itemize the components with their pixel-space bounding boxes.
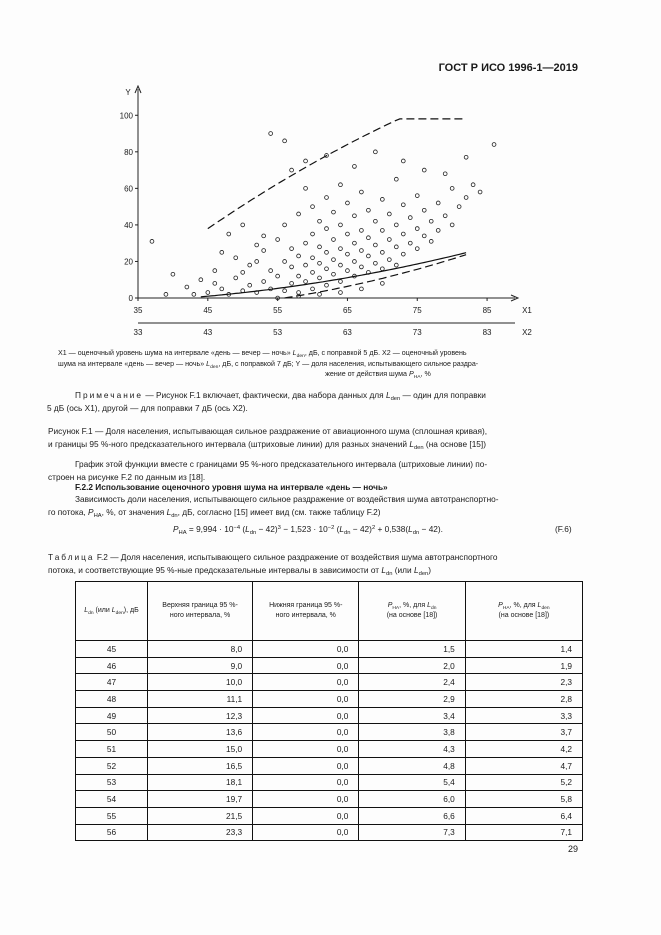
data-point [241, 271, 245, 275]
table-cell: 2,8 [465, 691, 582, 708]
data-point [429, 219, 433, 223]
paragraph-2: Зависимость доли населения, испытывающего сильное раздражение от воздействия шума автотранспортно- го потока, $P_{HA}$, %, от значения $L_{dn}$, дБ, согласно [15] имеет вид (см. также таблицу F.2) [48, 494, 499, 519]
x2-tick-label: 83 [482, 328, 492, 337]
data-point [422, 234, 426, 238]
figure-title: Рисунок F.1 — Доля населения, испытывающая сильное раздражение от авиационного шума (сплошная кривая), и границы 95 %-ного предсказательного интервала (штриховые линии) для разных значений $L_{den}$ (на основе [15]) [48, 426, 488, 451]
data-point [311, 287, 315, 291]
data-point [339, 263, 343, 267]
table-cell: 0,0 [253, 691, 359, 708]
x2-tick-label: 43 [203, 328, 213, 337]
table-cell: 0,0 [253, 657, 359, 674]
data-point [346, 269, 350, 273]
data-point [360, 265, 364, 269]
data-point [339, 183, 343, 187]
table-cell: 0,0 [253, 824, 359, 841]
data-point [283, 139, 287, 143]
data-point [373, 219, 377, 223]
data-point [394, 177, 398, 181]
data-point [297, 212, 301, 216]
data-point [325, 250, 329, 254]
formula: $P_{HA} = 9,994 \cdot 10^{-4}$ $(L_{dn} - 42)^3 - 1,523 \cdot 10^{-2}$ $(L_{dn} - 42)^2 + 0,538(L_{dn} - 42)$. [173, 524, 443, 536]
data-table [75, 581, 583, 841]
data-point [450, 186, 454, 190]
data-point [213, 269, 217, 273]
data-point [199, 278, 203, 282]
paragraph-1: График этой функции вместе с границами 95 %-ного предсказательного интервала (штриховые линии) по- строен на рисунке F.2 по данным из [18]. [48, 459, 488, 482]
data-point [436, 201, 440, 205]
col-header-pha-den: $P_{HA}$, %, для $L_{den}$ (на основе [18]) [465, 582, 582, 641]
x1-tick-label: 45 [203, 306, 213, 315]
data-point [290, 247, 294, 251]
table-cell: 13,6 [147, 724, 252, 741]
data-point [297, 291, 301, 295]
data-point [471, 183, 475, 187]
table-cell: 46 [76, 657, 148, 674]
table-cell: 4,2 [465, 741, 582, 758]
y-tick-label: 20 [124, 257, 133, 267]
table-row [76, 824, 583, 841]
data-point [394, 263, 398, 267]
data-point [164, 292, 168, 296]
table-cell: 3,7 [465, 724, 582, 741]
col-header-upper: Верхняя граница 95 %-ного интервала, % [147, 582, 252, 641]
data-point [304, 241, 308, 245]
table-cell: 0,0 [253, 674, 359, 691]
table-cell: 0,0 [253, 641, 359, 658]
table-cell: 51 [76, 741, 148, 758]
data-point [269, 132, 273, 136]
data-point [318, 245, 322, 249]
table-cell: 3,4 [359, 707, 465, 724]
data-point [311, 232, 315, 236]
data-point [339, 247, 343, 251]
data-point [220, 250, 224, 254]
table-row [76, 774, 583, 791]
table-cell: 1,4 [465, 641, 582, 658]
data-point [380, 228, 384, 232]
table-header-row [76, 582, 583, 641]
table-row [76, 757, 583, 774]
table-cell: 2,3 [465, 674, 582, 691]
data-point [408, 216, 412, 220]
col-header-lower: Нижняя граница 95 %-ного интервала, % [253, 582, 359, 641]
y-tick-label: 80 [124, 147, 133, 157]
y-tick-label: 60 [124, 184, 133, 194]
table-cell: 4,7 [465, 757, 582, 774]
table-cell: 47 [76, 674, 148, 691]
table-cell: 2,9 [359, 691, 465, 708]
table-row [76, 657, 583, 674]
scatter-chart [100, 85, 540, 350]
table-cell: 0,0 [253, 741, 359, 758]
x2-tick-label: 73 [412, 328, 422, 337]
data-point [290, 281, 294, 285]
data-point [276, 274, 280, 278]
data-point [353, 214, 357, 218]
data-point [234, 276, 238, 280]
figure-legend: Х1 — оценочный уровень шума на интервале «день — вечер — ночь» $L_{den}$, дБ, с поправкой 5 дБ. Х2 — оценочный уровень шума на интервале «день — вечер — ночь» $L_{den}$, дБ, с поправкой 7 дБ; Y — доля населения, испытывающего сильное раздра- жение от действия шума $P_{HA}$, % [58, 349, 479, 380]
y-tick-label: 100 [119, 111, 133, 121]
table-cell: 15,0 [147, 741, 252, 758]
data-point [373, 243, 377, 247]
data-point [318, 292, 322, 296]
table-cell: 49 [76, 707, 148, 724]
upper-interval-curve [208, 119, 466, 229]
table-cell: 11,1 [147, 691, 252, 708]
data-point [443, 214, 447, 218]
data-point [206, 291, 210, 295]
table-row [76, 691, 583, 708]
table-cell: 8,0 [147, 641, 252, 658]
data-point [213, 281, 217, 285]
data-point [387, 238, 391, 242]
data-point [262, 280, 266, 284]
data-point [150, 239, 154, 243]
data-point [380, 267, 384, 271]
table-cell: 16,5 [147, 757, 252, 774]
table-cell: 7,3 [359, 824, 465, 841]
table-row [76, 707, 583, 724]
data-point [339, 223, 343, 227]
data-point [283, 260, 287, 264]
table-cell: 9,0 [147, 657, 252, 674]
table-cell: 2,0 [359, 657, 465, 674]
data-point [325, 227, 329, 231]
data-point [478, 190, 482, 194]
table-cell: 0,0 [253, 807, 359, 824]
table-cell: 53 [76, 774, 148, 791]
data-point [297, 254, 301, 258]
table-caption: Таблица F.2 — Доля населения, испытывающего сильное раздражение от воздействия шума автотранспортного потока, и соответствующие 95 %-ные предсказательные интервалы в зависимости от $L_{dn}$ (или $L_{den}$) [48, 552, 498, 577]
x1-tick-label: 55 [273, 306, 283, 315]
table-cell: 52 [76, 757, 148, 774]
x1-tick-label: 85 [482, 306, 492, 315]
table-cell: 1,5 [359, 641, 465, 658]
data-point [227, 232, 231, 236]
x1-axis-label: X1 [522, 306, 532, 315]
formula-number: (F.6) [555, 524, 572, 534]
data-point [380, 250, 384, 254]
data-point [290, 168, 294, 172]
data-point [360, 190, 364, 194]
data-point [401, 159, 405, 163]
table-cell: 56 [76, 824, 148, 841]
x2-tick-label: 53 [273, 328, 283, 337]
data-point [290, 265, 294, 269]
data-point [415, 227, 419, 231]
x1-tick-label: 65 [342, 306, 352, 315]
data-point [366, 208, 370, 212]
table-cell: 0,0 [253, 707, 359, 724]
table-cell: 0,0 [253, 791, 359, 808]
data-point [380, 197, 384, 201]
table-cell: 5,8 [465, 791, 582, 808]
data-point [353, 165, 357, 169]
data-point [192, 292, 196, 296]
table-cell: 6,0 [359, 791, 465, 808]
data-point [353, 241, 357, 245]
table-cell: 18,1 [147, 774, 252, 791]
page-number: 29 [568, 844, 579, 854]
table-cell: 50 [76, 724, 148, 741]
data-point [346, 232, 350, 236]
x1-tick-label: 75 [412, 306, 422, 315]
data-point [304, 280, 308, 284]
table-cell: 6,6 [359, 807, 465, 824]
data-point [380, 281, 384, 285]
data-point [346, 252, 350, 256]
data-point [248, 263, 252, 267]
data-point [262, 234, 266, 238]
data-point [422, 168, 426, 172]
x1-tick-label: 35 [133, 306, 143, 315]
data-point [297, 274, 301, 278]
data-point [366, 254, 370, 258]
table-row [76, 674, 583, 691]
table-cell: 0,0 [253, 774, 359, 791]
x2-tick-label: 63 [342, 328, 352, 337]
data-point [276, 238, 280, 242]
y-tick-label: 40 [124, 220, 133, 230]
table-cell: 4,8 [359, 757, 465, 774]
data-point [492, 143, 496, 147]
data-point [436, 228, 440, 232]
data-point [360, 228, 364, 232]
data-point [318, 276, 322, 280]
table-cell: 3,8 [359, 724, 465, 741]
table-cell: 0,0 [253, 757, 359, 774]
data-point [450, 223, 454, 227]
data-point [387, 212, 391, 216]
data-point [234, 256, 238, 260]
table-cell: 45 [76, 641, 148, 658]
data-point [255, 260, 259, 264]
table-cell: 6,4 [465, 807, 582, 824]
table-cell: 3,3 [465, 707, 582, 724]
data-point [325, 267, 329, 271]
col-header-pha-dn: $P_{HA}$, %, для $L_{dn}$ (на основе [18]) [359, 582, 465, 641]
data-point [311, 271, 315, 275]
section-heading: F.2.2 Использование оценочного уровня шума на интервале «день — ночь» [75, 482, 388, 492]
data-point [318, 261, 322, 265]
data-point [304, 186, 308, 190]
data-point [283, 223, 287, 227]
data-point [457, 205, 461, 209]
data-point [464, 155, 468, 159]
x2-tick-label: 33 [133, 328, 143, 337]
col-header-level: $L_{dn}$ (или $L_{den}$), дБ [76, 582, 148, 641]
table-cell: 23,3 [147, 824, 252, 841]
data-point [443, 172, 447, 176]
data-point [353, 260, 357, 264]
data-point [332, 238, 336, 242]
data-point [408, 241, 412, 245]
table-cell: 12,3 [147, 707, 252, 724]
data-point [304, 159, 308, 163]
data-point [185, 285, 189, 289]
data-point [332, 210, 336, 214]
table-cell: 55 [76, 807, 148, 824]
data-point [220, 287, 224, 291]
data-point [394, 245, 398, 249]
table-cell: 21,5 [147, 807, 252, 824]
data-point [311, 256, 315, 260]
table-row [76, 807, 583, 824]
table-row [76, 791, 583, 808]
data-point [464, 196, 468, 200]
data-point [171, 272, 175, 276]
table-cell: 48 [76, 691, 148, 708]
x2-axis-label: X2 [522, 328, 532, 337]
data-point [339, 280, 343, 284]
document-header: ГОСТ Р ИСО 1996-1—2019 [438, 62, 578, 74]
figure-note: Примечание — Рисунок F.1 включает, фактически, два набора данных для $L_{den}$ — один для поправки 5 дБ (ось Х1), другой — для поправки 7 дБ (ось Х2). [47, 390, 486, 413]
table-cell: 5,4 [359, 774, 465, 791]
data-point [415, 194, 419, 198]
table-cell: 10,0 [147, 674, 252, 691]
table-row [76, 641, 583, 658]
table-row [76, 724, 583, 741]
y-tick-label: 0 [128, 294, 133, 303]
data-point [283, 289, 287, 293]
data-point [360, 287, 364, 291]
data-point [318, 219, 322, 223]
table-cell: 2,4 [359, 674, 465, 691]
data-point [401, 232, 405, 236]
table-cell: 5,2 [465, 774, 582, 791]
data-point [401, 203, 405, 207]
data-point [304, 263, 308, 267]
table-cell: 0,0 [253, 724, 359, 741]
data-point [248, 283, 252, 287]
data-point [339, 291, 343, 295]
table-cell: 19,7 [147, 791, 252, 808]
data-point [366, 236, 370, 240]
data-point [325, 196, 329, 200]
data-point [373, 150, 377, 154]
data-point [269, 269, 273, 273]
data-point [255, 243, 259, 247]
y-axis-label: Y [125, 88, 131, 97]
table-cell: 7,1 [465, 824, 582, 841]
data-point [332, 272, 336, 276]
data-point [325, 283, 329, 287]
data-point [415, 247, 419, 251]
data-point [373, 261, 377, 265]
data-point [332, 258, 336, 262]
data-point [401, 252, 405, 256]
data-point [241, 223, 245, 227]
table-cell: 4,3 [359, 741, 465, 758]
data-point [311, 205, 315, 209]
data-point [394, 223, 398, 227]
data-point [346, 201, 350, 205]
data-point [429, 239, 433, 243]
table-cell: 54 [76, 791, 148, 808]
data-point [262, 249, 266, 253]
table-cell: 1,9 [465, 657, 582, 674]
table-row [76, 741, 583, 758]
data-point [422, 208, 426, 212]
data-point [387, 258, 391, 262]
data-point [360, 249, 364, 253]
